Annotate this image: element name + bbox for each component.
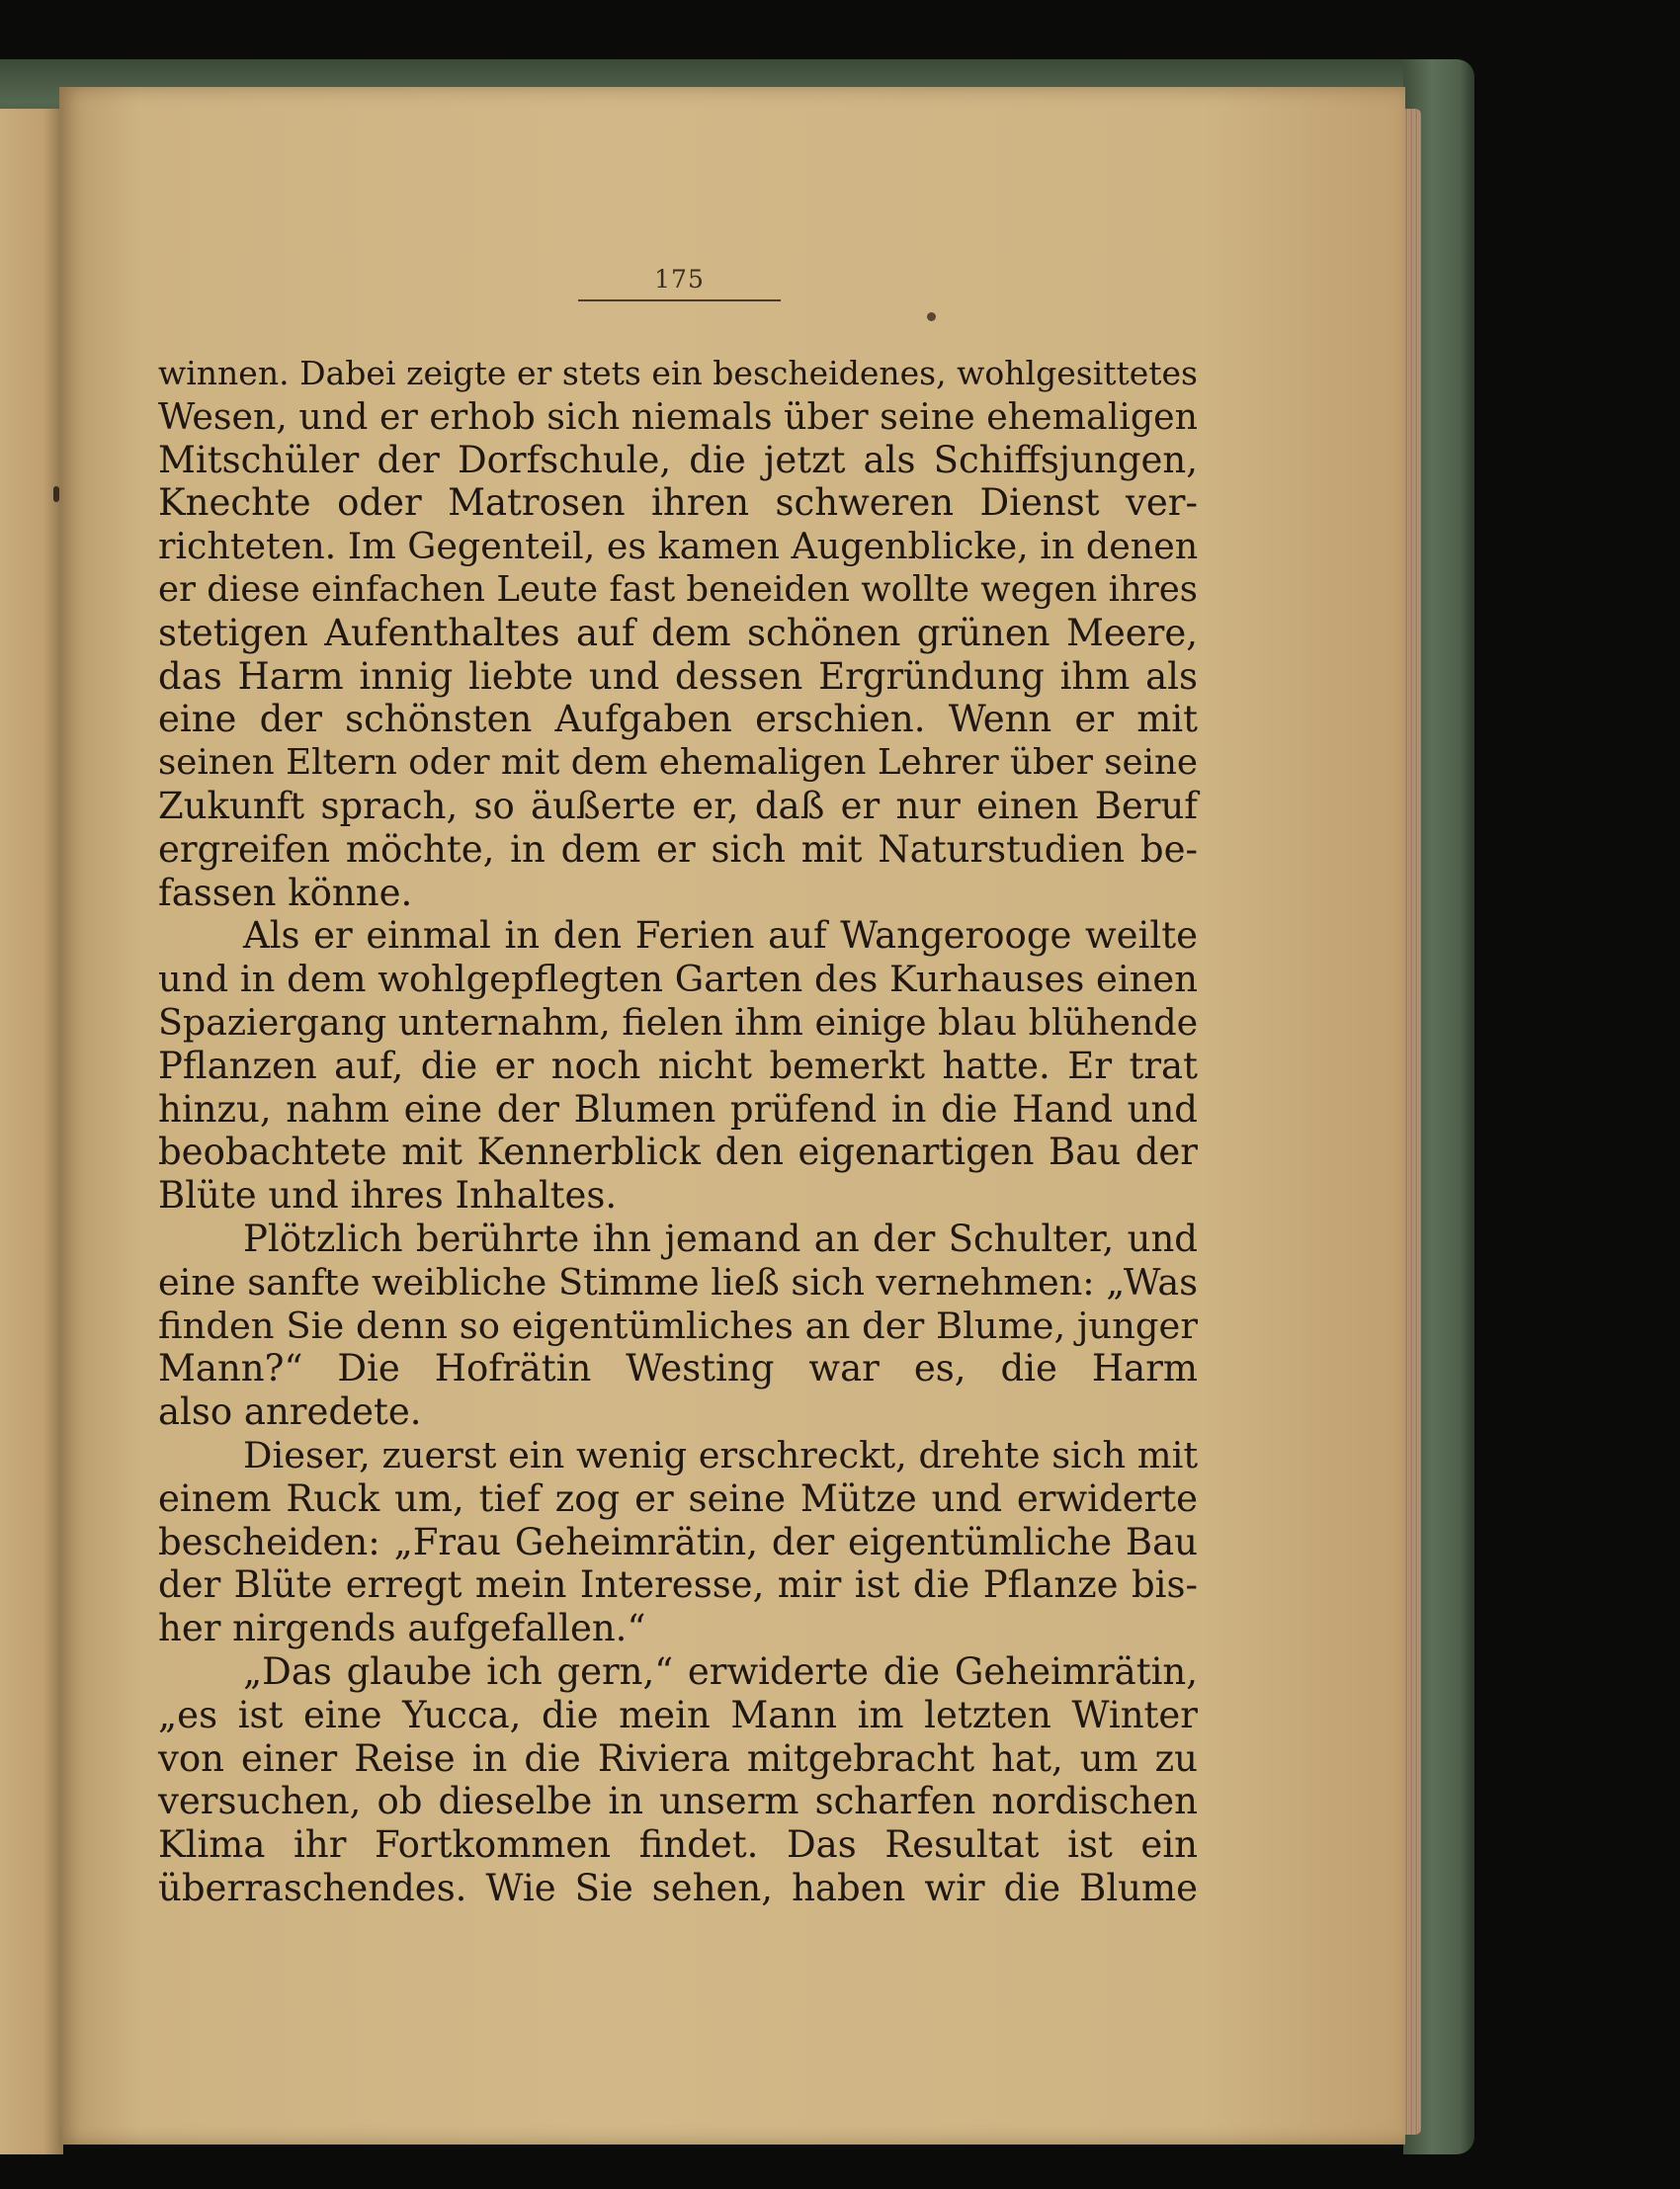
text-line: er diese einfachen Leute fast beneiden wollte wegen ihres	[158, 568, 1198, 610]
body-text	[158, 352, 1198, 1910]
paper-mark	[53, 486, 59, 502]
text-line: von einer Reise in die Riviera mitgebracht hat, um zu	[158, 1736, 1198, 1780]
text-line: und in dem wohlgepflegten Garten des Kurhauses einen	[158, 958, 1198, 1001]
text-line: Pflanzen auf, die er noch nicht bemerkt hatte. Er trat	[158, 1044, 1198, 1087]
text-line: eine der schönsten Aufgaben erschien. Wenn er mit	[158, 698, 1198, 741]
paper-speck	[927, 312, 936, 321]
text-line: stetigen Aufenthaltes auf dem schönen grünen Meere,	[158, 611, 1198, 654]
text-line: Als er einmal in den Ferien auf Wangerooge weilte	[243, 914, 1198, 958]
text-line: eine sanfte weibliche Stimme ließ sich vernehmen: „Was	[158, 1260, 1198, 1304]
page-number: 175	[578, 265, 781, 301]
text-line: Wesen, und er erhob sich niemals über seine ehemaligen	[158, 394, 1198, 438]
text-line: seinen Eltern oder mit dem ehemaligen Lehrer über seine	[158, 742, 1198, 784]
text-line: also anredete.	[158, 1390, 422, 1434]
text-line: richteten. Im Gegenteil, es kamen Augenblicke, in denen	[158, 525, 1199, 568]
text-line: Zukunft sprach, so äußerte er, daß er nur einen Beruf	[158, 784, 1198, 827]
text-line: finden Sie denn so eigentümliches an der Blume, junger	[158, 1304, 1198, 1347]
text-line: Knechte oder Matrosen ihren schweren Dienst ver-	[158, 481, 1198, 525]
text-line: Plötzlich berührte ihn jemand an der Schulter, und	[243, 1217, 1198, 1260]
text-line: winnen. Dabei zeigte er stets ein bescheidenes, wohlgesittetes	[158, 354, 1198, 392]
text-line: einem Ruck um, tief zog er seine Mütze und erwiderte	[158, 1476, 1198, 1520]
text-line: Blüte und ihres Inhaltes.	[158, 1174, 618, 1218]
text-line: her nirgends aufgefallen.“	[158, 1607, 646, 1650]
text-line: Klima ihr Fortkommen findet. Das Resultat ist ein	[158, 1823, 1198, 1867]
text-line: ergreifen möchte, in dem er sich mit Naturstudien be-	[158, 827, 1198, 871]
text-line: Mann?“ Die Hofrätin Westing war es, die Harm	[158, 1347, 1198, 1390]
text-line: versuchen, ob dieselbe in unserm scharfen nordischen	[158, 1780, 1198, 1823]
text-line: fassen könne.	[158, 871, 413, 914]
text-line: Mitschüler der Dorfschule, die jetzt als Schiffsjungen,	[158, 438, 1198, 481]
text-line: bescheiden: „Frau Geheimrätin, der eigentümliche Bau	[158, 1520, 1198, 1563]
facing-page-edge	[0, 109, 63, 2154]
text-line: Dieser, zuerst ein wenig erschreckt, drehte sich mit	[243, 1433, 1199, 1476]
text-line: hinzu, nahm eine der Blumen prüfend in die Hand und	[158, 1087, 1198, 1131]
text-line: beobachtete mit Kennerblick den eigenartigen Bau der	[158, 1131, 1198, 1174]
text-line: der Blüte erregt mein Interesse, mir ist die Pflanze bis-	[158, 1563, 1198, 1607]
text-line: „es ist eine Yucca, die mein Mann im letzten Winter	[158, 1693, 1198, 1736]
text-line: das Harm innig liebte und dessen Ergründung ihm als	[158, 654, 1198, 698]
text-line: „Das glaube ich gern,“ erwiderte die Geheimrätin,	[243, 1649, 1198, 1693]
text-line: überraschendes. Wie Sie sehen, haben wir die Blume	[158, 1866, 1198, 1909]
text-line: Spaziergang unternahm, fielen ihm einige blau blühende	[158, 1000, 1199, 1044]
